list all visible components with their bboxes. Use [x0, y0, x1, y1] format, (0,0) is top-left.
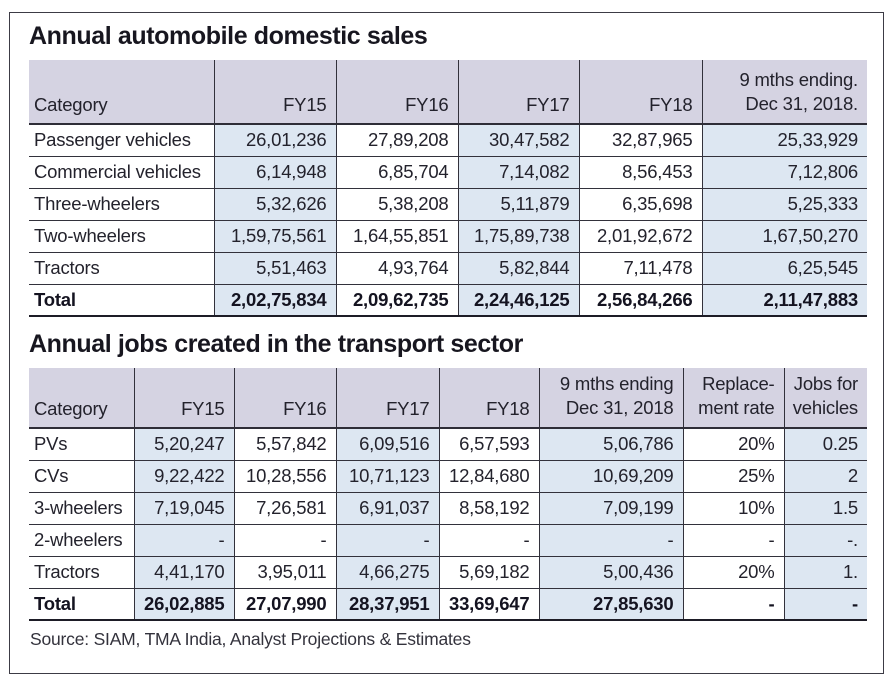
jobs-header-row — [29, 368, 867, 428]
table-cell: - — [439, 524, 539, 556]
table-cell: 6,25,545 — [702, 252, 867, 284]
table-cell: 27,89,208 — [336, 124, 458, 156]
table-cell: 7,19,045 — [134, 492, 234, 524]
row-category: Tractors — [29, 556, 134, 588]
row-category: Two-wheelers — [29, 220, 214, 252]
sales-table-title: Annual automobile domestic sales — [29, 22, 428, 50]
table-cell: - — [784, 588, 867, 620]
table-row — [29, 492, 867, 524]
table-cell: 32,87,965 — [579, 124, 702, 156]
table-cell: 20% — [683, 428, 784, 460]
header-fy16: FY16 — [336, 60, 458, 124]
table-cell: 2,09,62,735 — [336, 284, 458, 316]
row-category: Commercial vehicles — [29, 156, 214, 188]
table-cell: 6,09,516 — [336, 428, 439, 460]
table-cell: 5,51,463 — [214, 252, 336, 284]
header-category: Category — [29, 368, 134, 428]
table-cell: 7,14,082 — [458, 156, 579, 188]
table-cell: 28,37,951 — [336, 588, 439, 620]
table-cell: 7,09,199 — [539, 492, 683, 524]
header-replacement-rate — [683, 368, 784, 428]
table-cell: 5,06,786 — [539, 428, 683, 460]
row-category: 2-wheelers — [29, 524, 134, 556]
table-cell: 8,58,192 — [439, 492, 539, 524]
table-cell: 1,59,75,561 — [214, 220, 336, 252]
header-replacement-line2: ment rate — [698, 397, 775, 419]
row-category: Passenger vehicles — [29, 124, 214, 156]
table-cell: 7,26,581 — [234, 492, 336, 524]
header-category: Category — [29, 60, 214, 124]
table-cell: 6,14,948 — [214, 156, 336, 188]
row-category: CVs — [29, 460, 134, 492]
row-category: 3-wheelers — [29, 492, 134, 524]
header-replacement-line1: Replace- — [702, 373, 775, 394]
header-fy18: FY18 — [579, 60, 702, 124]
table-cell: 0.25 — [784, 428, 867, 460]
header-fy17: FY17 — [458, 60, 579, 124]
table-cell: 2,02,75,834 — [214, 284, 336, 316]
header-9mths-line2: Dec 31, 2018 — [565, 397, 674, 419]
table-cell: - — [234, 524, 336, 556]
table-cell: 10,71,123 — [336, 460, 439, 492]
table-cell: - — [683, 588, 784, 620]
sales-table — [29, 60, 867, 317]
row-category: Total — [29, 284, 214, 316]
table-cell: 8,56,453 — [579, 156, 702, 188]
outer-frame — [9, 12, 884, 674]
table-cell: 12,84,680 — [439, 460, 539, 492]
jobs-table-title: Annual jobs created in the transport sector — [29, 330, 524, 358]
table-cell: 2,24,46,125 — [458, 284, 579, 316]
table-cell: 10,28,556 — [234, 460, 336, 492]
row-category: Total — [29, 588, 134, 620]
header-9mths — [702, 60, 867, 124]
table-cell: 33,69,647 — [439, 588, 539, 620]
table-cell: 4,93,764 — [336, 252, 458, 284]
table-cell: 1,67,50,270 — [702, 220, 867, 252]
sales-header-row — [29, 60, 867, 124]
header-9mths-line1: 9 mths ending. — [739, 68, 858, 90]
table-cell: 4,41,170 — [134, 556, 234, 588]
table-cell: 27,85,630 — [539, 588, 683, 620]
header-9mths-line1: 9 mths ending — [559, 373, 674, 394]
table-cell: 4,66,275 — [336, 556, 439, 588]
table-cell: 5,00,436 — [539, 556, 683, 588]
table-cell: 26,01,236 — [214, 124, 336, 156]
row-category: Tractors — [29, 252, 214, 284]
table-cell: 25,33,929 — [702, 124, 867, 156]
total-row — [29, 588, 867, 620]
table-cell: - — [134, 524, 234, 556]
table-cell: 5,57,842 — [234, 428, 336, 460]
header-fy17: FY17 — [336, 368, 439, 428]
header-9mths — [539, 368, 683, 428]
table-cell: 5,69,182 — [439, 556, 539, 588]
header-jobs-line1: Jobs for — [793, 373, 858, 394]
table-cell: 6,91,037 — [336, 492, 439, 524]
total-row — [29, 284, 867, 316]
table-cell: 10% — [683, 492, 784, 524]
table-cell: 9,22,422 — [134, 460, 234, 492]
header-fy18: FY18 — [439, 368, 539, 428]
table-cell: - — [539, 524, 683, 556]
table-row — [29, 124, 867, 156]
table-row — [29, 188, 867, 220]
header-jobs-line2: vehicles — [792, 397, 858, 419]
table-cell: 5,11,879 — [458, 188, 579, 220]
jobs-table — [29, 368, 867, 621]
header-fy15: FY15 — [214, 60, 336, 124]
table-cell: 26,02,885 — [134, 588, 234, 620]
table-cell: 7,11,478 — [579, 252, 702, 284]
table-cell: 7,12,806 — [702, 156, 867, 188]
row-category: Three-wheelers — [29, 188, 214, 220]
table-cell: 10,69,209 — [539, 460, 683, 492]
table-cell: 5,32,626 — [214, 188, 336, 220]
table-cell: 25% — [683, 460, 784, 492]
table-cell: 2 — [784, 460, 867, 492]
table-cell: 1,75,89,738 — [458, 220, 579, 252]
table-cell: -. — [784, 524, 867, 556]
table-row — [29, 524, 867, 556]
table-row — [29, 156, 867, 188]
table-cell: 1,64,55,851 — [336, 220, 458, 252]
table-cell: 5,38,208 — [336, 188, 458, 220]
table-cell: 2,11,47,883 — [702, 284, 867, 316]
table-cell: 20% — [683, 556, 784, 588]
row-category: PVs — [29, 428, 134, 460]
source-line: Source: SIAM, TMA India, Analyst Projections & Estimates — [30, 629, 471, 650]
table-row — [29, 460, 867, 492]
table-cell: 30,47,582 — [458, 124, 579, 156]
table-cell: 6,35,698 — [579, 188, 702, 220]
table-cell: 6,57,593 — [439, 428, 539, 460]
table-row — [29, 556, 867, 588]
table-cell: 5,82,844 — [458, 252, 579, 284]
header-jobs-for-vehicles — [784, 368, 867, 428]
table-cell: 27,07,990 — [234, 588, 336, 620]
table-cell: - — [336, 524, 439, 556]
table-cell: 1.5 — [784, 492, 867, 524]
header-fy16: FY16 — [234, 368, 336, 428]
table-cell: - — [683, 524, 784, 556]
table-cell: 6,85,704 — [336, 156, 458, 188]
header-fy15: FY15 — [134, 368, 234, 428]
table-row — [29, 428, 867, 460]
table-cell: 2,56,84,266 — [579, 284, 702, 316]
table-row — [29, 252, 867, 284]
table-cell: 5,25,333 — [702, 188, 867, 220]
table-cell: 5,20,247 — [134, 428, 234, 460]
table-row — [29, 220, 867, 252]
table-cell: 2,01,92,672 — [579, 220, 702, 252]
table-cell: 3,95,011 — [234, 556, 336, 588]
header-9mths-line2: Dec 31, 2018. — [745, 92, 858, 114]
table-cell: 1. — [784, 556, 867, 588]
